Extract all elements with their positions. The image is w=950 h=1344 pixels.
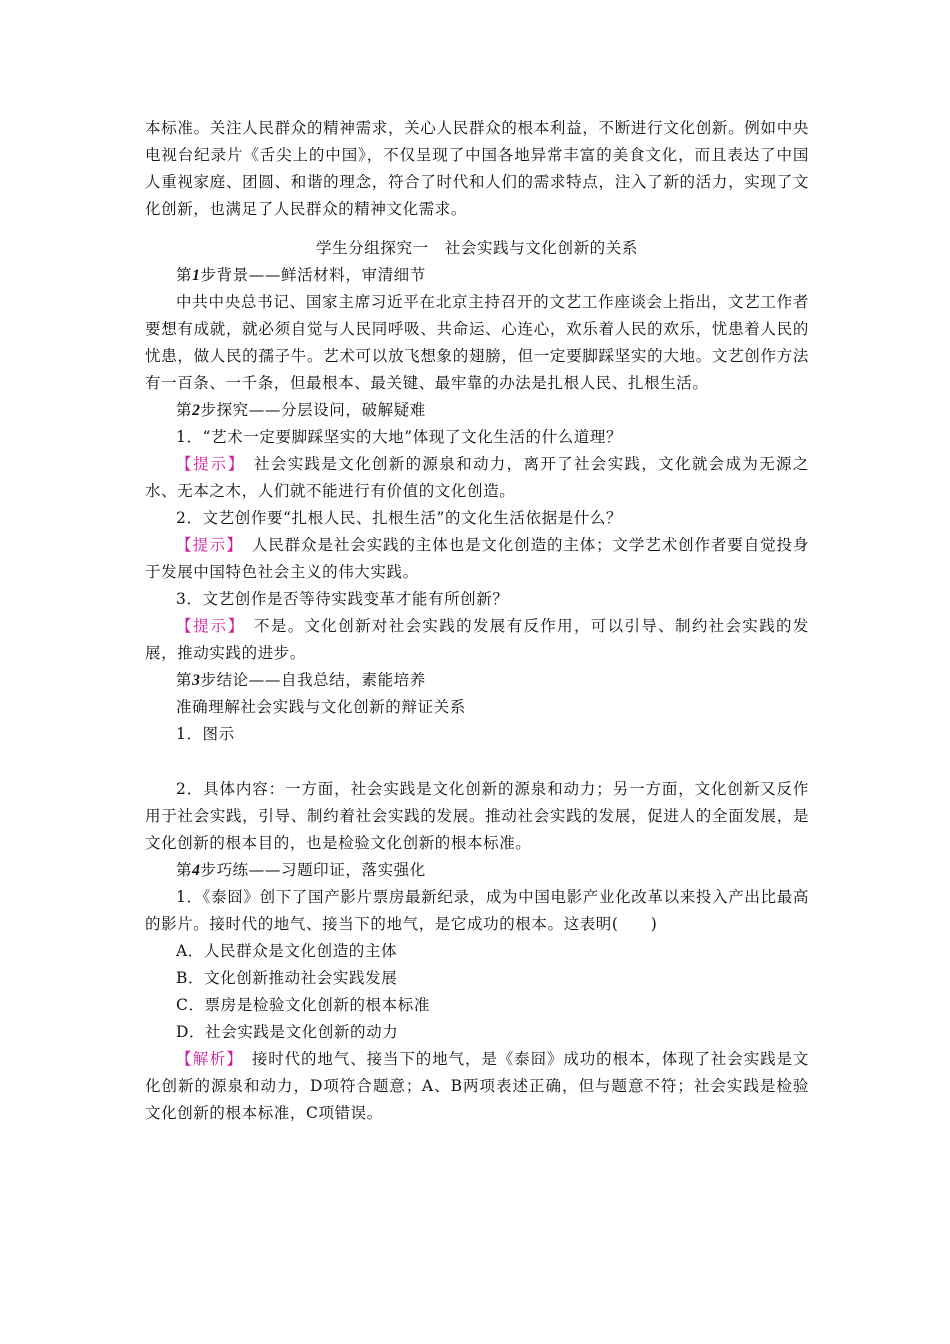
background-paragraph: 中共中央总书记、国家主席习近平在北京主持召开的文艺工作座谈会上指出，文艺工作者要想有成就，就必须自觉与人民同呼吸、共命运、心连心，欢乐着人民的欢乐，忧患着人民的忧患，做人民的孺子牛。艺术可以放飞想象的翅膀，但一定要脚踩坚实的大地。文艺创作方法有一百条、一千条，但最根本、最关键、最牢靠的办法是扎根人民、扎根生活。 <box>145 293 809 392</box>
document-page <box>145 115 809 1127</box>
step3-heading: 第3步结论——自我总结，素能培养 <box>176 671 426 689</box>
step2-heading: 第2步探究——分层设问，破解疑难 <box>176 401 426 419</box>
question-2: 2．文艺创作要“扎根人民、扎根生活”的文化生活依据是什么？ <box>176 509 623 527</box>
option-d: D．社会实践是文化创新的动力 <box>176 1023 399 1041</box>
exercise-stem: 1．《泰囧》创下了国产影片票房最新纪录，成为中国电影产业化改革以来投入产出比最高的影片。接时代的地气、接当下的地气，是它成功的根本。这表明( ) <box>145 888 809 933</box>
step4-heading: 第4步巧练——习题印证，落实强化 <box>176 861 426 879</box>
hint-3: 【提示】 不是。文化创新对社会实践的发展有反作用，可以引导、制约社会实践的发展，推动实践的进步。 <box>145 617 809 662</box>
diagram-placeholder <box>145 748 809 776</box>
hint-2: 【提示】 人民群众是社会实践的主体也是文化创造的主体；文学艺术创作者要自觉投身于发展中国特色社会主义的伟大实践。 <box>145 536 809 581</box>
hint-1: 【提示】 社会实践是文化创新的源泉和动力，离开了社会实践，文化就会成为无源之水、无本之木，人们就不能进行有价值的文化创造。 <box>145 455 809 500</box>
spacer <box>145 223 809 235</box>
question-3: 3．文艺创作是否等待实践变革才能有所创新？ <box>176 590 509 608</box>
conclusion-title: 准确理解社会实践与文化创新的辩证关系 <box>176 698 466 716</box>
analysis-label: 【解析】 <box>176 1050 236 1068</box>
option-b: B．文化创新推动社会实践发展 <box>176 969 398 987</box>
content-paragraph: 2．具体内容：一方面，社会实践是文化创新的源泉和动力；另一方面，文化创新又反作用于社会实践，引导、制约着社会实践的发展。推动社会实践的发展，促进人的全面发展，是文化创新的根本目的，也是检验文化创新的根本标准。 <box>145 780 809 852</box>
section-title: 学生分组探究一 社会实践与文化创新的关系 <box>315 239 638 257</box>
hint-label: 【提示】 <box>176 536 236 554</box>
step1-heading: 第1步背景——鲜活材料，审清细节 <box>176 266 426 284</box>
question-1: 1．“艺术一定要脚踩坚实的大地”体现了文化生活的什么道理？ <box>176 428 623 446</box>
option-c: C．票房是检验文化创新的根本标准 <box>176 996 430 1014</box>
option-a: A．人民群众是文化创造的主体 <box>176 942 398 960</box>
analysis-paragraph: 【解析】 接时代的地气、接当下的地气，是《泰囧》成功的根本，体现了社会实践是文化创新的源泉和动力，D项符合题意；A、B两项表述正确，但与题意不符；社会实践是检验文化创新的根本标准，C项错误。 <box>145 1050 809 1122</box>
hint-label: 【提示】 <box>176 455 238 473</box>
diagram-label: 1．图示 <box>176 725 235 743</box>
hint-label: 【提示】 <box>176 617 238 635</box>
intro-paragraph: 本标准。关注人民群众的精神需求，关心人民群众的根本利益，不断进行文化创新。例如中央电视台纪录片《舌尖上的中国》，不仅呈现了中国各地异常丰富的美食文化，而且表达了中国人重视家庭、团圆、和谐的理念，符合了时代和人们的需求特点，注入了新的活力，实现了文化创新，也满足了人民群众的精神文化需求。 <box>145 119 809 218</box>
